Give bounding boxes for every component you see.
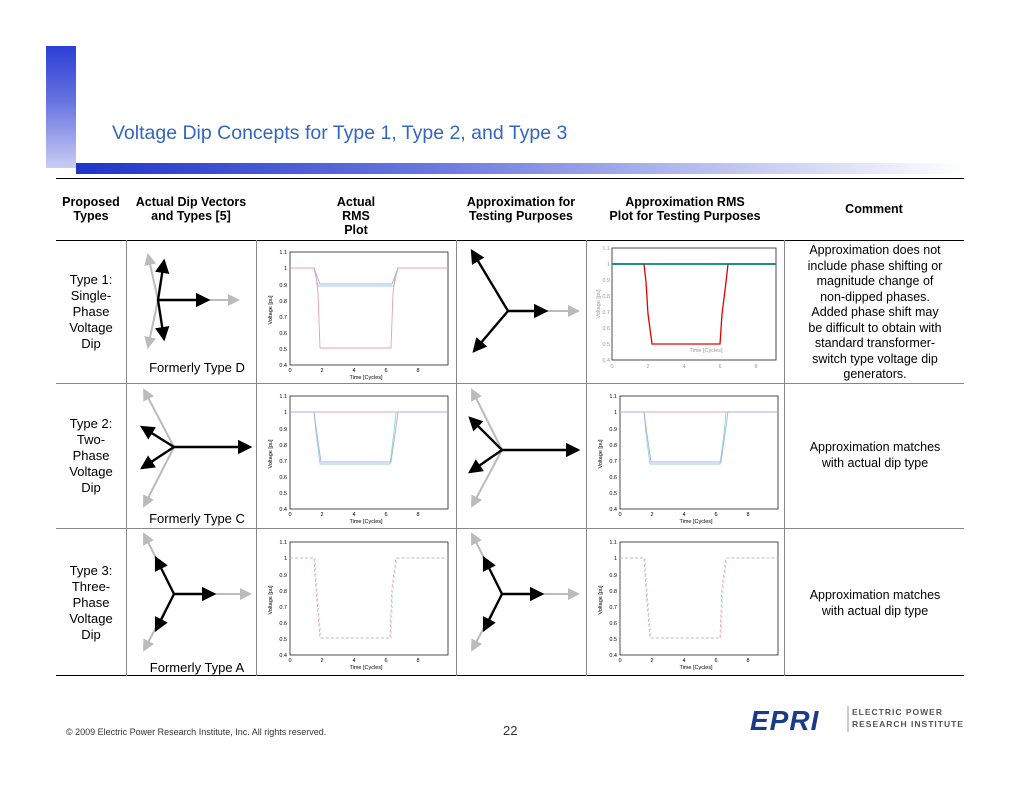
x-ticks [288,512,419,518]
row3-actual-rms-plot [266,538,451,670]
title-rule [76,163,966,174]
row2-actual-rms-plot [266,392,451,524]
x-tick: 6 [718,364,722,370]
type-text: Voltage [69,611,113,626]
y-tick: 0.5 [602,342,610,348]
row1-actual-rms-plot [266,248,451,380]
row2-comment [786,440,964,471]
row2-actual-vectors [138,386,253,511]
row2-approx-vectors [466,386,581,511]
row3-approx-vectors [466,530,581,655]
y-ticks [279,250,287,369]
y-tick: 0.6 [279,475,287,481]
type-text: Type 1: [69,272,113,287]
x-tick: 8 [416,658,420,664]
y-tick: 0.9 [279,573,287,579]
comment-text: be difficult to obtain with [808,320,942,335]
x-tick: 6 [384,658,388,664]
vector-arrow [148,255,158,300]
y-tick: 1.1 [609,540,617,546]
header-text: Plot [344,223,368,237]
x-tick: 2 [320,658,324,664]
y-tick: 0.4 [279,653,287,659]
type-text: Phase [72,595,110,610]
type-text: Phase [72,304,110,319]
y-axis-label: Voltage [pu] [598,585,604,615]
y-tick: 0.5 [609,491,617,497]
x-tick: 0 [618,512,622,518]
y-tick: 0.8 [609,589,617,595]
x-tick: 6 [384,512,388,518]
x-axis-label: Time [Cycles] [349,665,383,670]
y-tick: 1 [613,556,617,562]
y-axis-label: Voltage [pu] [268,439,274,469]
header-text: Proposed [62,195,120,209]
footer-copyright: © 2009 Electric Power Research Institute, Inc. All rights reserved. [66,727,327,737]
y-tick: 0.5 [279,491,287,497]
x-ticks [618,512,749,518]
type-text: Voltage [69,464,113,479]
type-text: Two- [76,432,106,447]
x-tick: 2 [646,364,650,370]
row-rule-1 [56,383,964,384]
x-ticks [618,658,749,664]
y-tick: 0.4 [279,363,287,369]
x-ticks [610,364,757,370]
header-comment: Comment [845,202,903,216]
vector-arrow [484,558,502,594]
y-tick: 1.1 [602,246,610,252]
col-divider-4 [586,240,587,676]
x-axis-label: Time [Cycles] [679,519,713,524]
comment-text: Approximation matches [809,440,941,454]
comment-text: with actual dip type [821,603,929,618]
type-text: Single- [70,288,112,303]
vector-arrow [472,450,502,506]
row1-approx-rms-plot [596,244,781,376]
y-tick: 1.1 [279,250,287,256]
y-tick: 0.7 [609,459,617,465]
y-tick: 0.8 [279,589,287,595]
col-divider-1 [126,240,127,676]
type-text: Three- [71,579,111,594]
vector-arrow [148,300,158,347]
x-tick: 8 [416,512,420,518]
x-tick: 4 [352,368,356,374]
x-tick: 4 [682,364,686,370]
x-tick: 2 [320,368,324,374]
comment-text: standard transformer- [814,336,936,350]
type-text: Dip [81,480,101,495]
y-tick: 0.6 [279,621,287,627]
comment-text: generators. [843,367,907,381]
vector-arrow [158,300,164,339]
row1-approx-vectors [466,243,581,358]
row3-comment [786,588,964,619]
vector-arrow [156,594,174,630]
row2-type-label [56,416,126,496]
y-tick: 1.1 [609,394,617,400]
row3-approx-rms-plot [596,538,781,670]
y-tick: 1 [283,556,287,562]
y-tick: 0.6 [609,621,617,627]
y-axis-label: Voltage [pu] [268,585,274,615]
row2-approx-rms-plot [596,392,781,524]
x-tick: 8 [416,368,420,374]
x-tick: 0 [618,658,622,664]
comment-text: include phase shifting or [807,258,943,273]
vector-arrow [472,251,508,311]
x-axis-label: Time [Cycles] [679,665,713,670]
logo-subtitle-line1: ELECTRIC POWER [852,707,943,717]
row1-formerly: Formerly Type D [149,360,245,375]
y-axis-label: Voltage [pu] [598,439,604,469]
vector-arrow [156,558,174,594]
header-approximation [456,195,586,223]
logo-wordmark: EPRI [750,705,820,734]
col-divider-3 [456,240,457,676]
type-text: Type 3: [69,563,113,578]
comment-text: switch type voltage dip [812,351,938,366]
y-ticks [602,246,610,364]
y-tick: 0.5 [279,347,287,353]
y-tick: 0.7 [279,459,287,465]
row3-actual-vectors [138,530,253,655]
x-tick: 2 [320,512,324,518]
y-tick: 0.7 [279,315,287,321]
y-tick: 0.6 [279,331,287,337]
row1-actual-vectors [138,243,248,358]
dip-table [56,178,964,676]
comment-text: non-dipped phases. [820,289,930,304]
table-top-rule [56,178,964,179]
y-ticks [609,540,617,659]
header-text: Plot for Testing Purposes [609,209,761,223]
x-tick: 4 [682,512,686,518]
y-ticks [279,540,287,659]
table-bottom-rule [56,675,964,676]
comment-text: Approximation matches [809,588,941,602]
type-text: Voltage [69,320,113,335]
x-tick: 0 [288,368,292,374]
slide-title: Voltage Dip Concepts for Type 1, Type 2, and Type 3 [112,122,568,144]
y-tick: 0.6 [609,475,617,481]
x-ticks [288,658,419,664]
x-tick: 8 [746,658,750,664]
header-text: Actual Dip Vectors [135,195,247,209]
y-ticks [609,394,617,513]
y-tick: 0.7 [279,605,287,611]
x-tick: 6 [714,658,718,664]
logo-subtitle-line2: RESEARCH INSTITUTE [852,719,964,729]
x-tick: 8 [746,512,750,518]
row-rule-2 [56,528,964,529]
y-tick: 0.4 [602,358,610,364]
header-actual-rms-plot [256,195,456,237]
row3-type-label [56,563,126,643]
comment-text: magnitude change of [816,274,934,288]
x-tick: 0 [288,658,292,664]
type-text: Phase [72,448,110,463]
y-ticks [279,394,287,513]
x-tick: 8 [754,364,758,370]
x-tick: 0 [288,512,292,518]
y-tick: 0.8 [602,294,610,300]
y-tick: 0.6 [602,326,610,332]
y-tick: 0.9 [609,427,617,433]
y-tick: 0.8 [279,299,287,305]
y-tick: 0.9 [279,427,287,433]
page-number: 22 [503,723,518,738]
y-tick: 0.9 [609,573,617,579]
row2-formerly: Formerly Type C [149,511,245,526]
y-tick: 0.9 [602,278,610,284]
vector-arrow [484,594,502,630]
y-tick: 0.4 [609,507,617,513]
x-axis-label: Time [Cycles] [349,519,383,524]
x-tick: 6 [714,512,718,518]
type-text: Type 2: [69,416,113,431]
y-tick: 0.5 [279,637,287,643]
x-ticks [288,368,419,374]
header-text: Types [73,209,109,223]
y-tick: 0.9 [279,283,287,289]
y-tick: 0.7 [602,310,610,316]
type-text: Dip [81,627,101,642]
col-divider-2 [256,240,257,676]
row1-comment [786,243,964,383]
header-text: Testing Purposes [469,209,573,223]
y-axis-label: Voltage [pu] [596,289,602,319]
y-tick: 1.1 [279,394,287,400]
vector-arrow [474,311,508,351]
header-text: Approximation for [466,195,576,209]
y-tick: 1 [283,410,287,416]
header-text: Actual [336,195,376,209]
y-tick: 1 [606,262,610,268]
header-text: and Types [5] [151,209,231,223]
y-tick: 0.5 [609,637,617,643]
row3-formerly: Formerly Type A [149,660,245,675]
y-tick: 0.4 [609,653,617,659]
y-tick: 0.8 [609,443,617,449]
y-tick: 1 [283,266,287,272]
col-divider-5 [784,240,785,676]
x-axis-label: Time [Cycles] [689,348,723,354]
x-tick: 0 [610,364,614,370]
y-tick: 1 [613,410,617,416]
header-proposed-types [56,195,126,223]
header-actual-dip-vectors [126,195,256,223]
comment-text: Added phase shift may [811,305,939,319]
x-tick: 2 [650,512,654,518]
vector-arrow [470,418,502,450]
accent-bar [46,46,76,168]
header-text: Approximation RMS [625,195,745,209]
header-rule [56,240,964,241]
y-tick: 0.4 [279,507,287,513]
header-text: RMS [342,209,370,223]
y-tick: 0.7 [609,605,617,611]
y-axis-label: Voltage [pu] [268,295,274,325]
x-tick: 2 [650,658,654,664]
row1-type-label [56,272,126,352]
x-tick: 6 [384,368,388,374]
vector-arrow [158,261,164,300]
x-tick: 4 [352,658,356,664]
comment-text: with actual dip type [821,455,929,470]
header-approximation-rms-plot [586,195,784,223]
type-text: Dip [81,336,101,351]
x-tick: 4 [682,658,686,664]
y-tick: 1.1 [279,540,287,546]
comment-text: Approximation does not [809,243,941,257]
vector-arrow [472,390,502,450]
y-tick: 0.8 [279,443,287,449]
x-tick: 4 [352,512,356,518]
x-axis-label: Time [Cycles] [349,375,383,380]
